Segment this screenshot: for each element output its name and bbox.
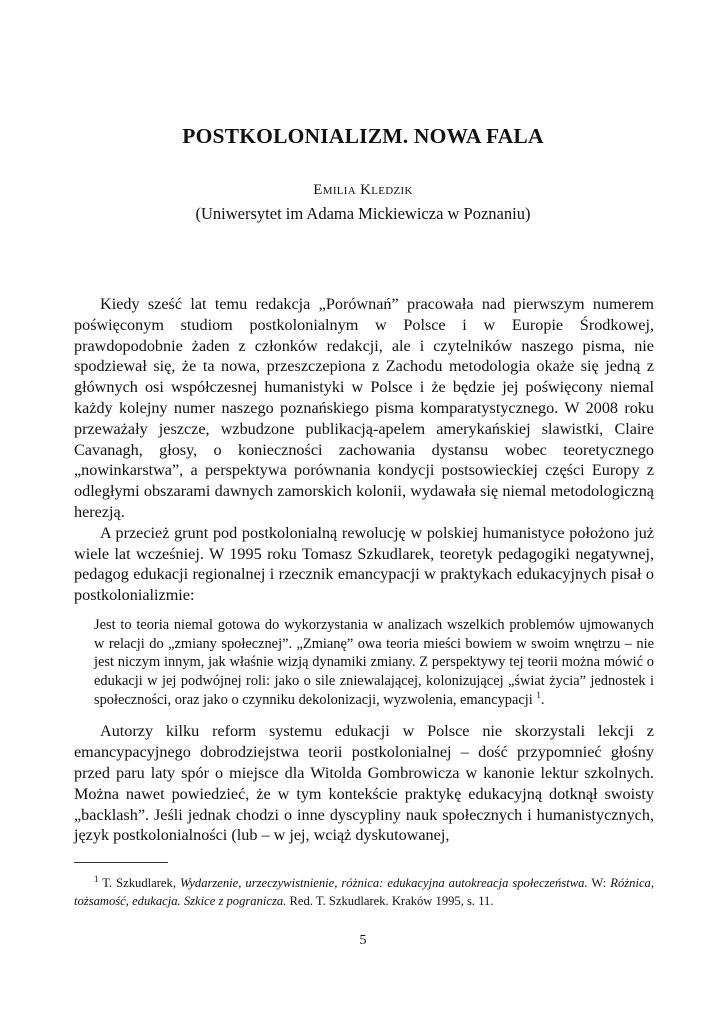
footnote-title-2: Różnica, tożsamość, edukacja. Szkice z pogranicza. xyxy=(74,876,654,908)
quote-end: . xyxy=(540,691,545,708)
footnote-divider xyxy=(74,862,168,863)
author-name: Emilia Kledzik xyxy=(313,182,413,198)
paragraph-2: A przecież grunt pod postkolonialną rewolucję w polskiej humanistyce położono już wiele lat wcześniej. W 1995 roku Tomasz Szkudlarek, teoretyk pedagogiki negatywnej, pedagog edukacji regionalnej i rzecznik emancypacji w praktykach edukacyjnych pisał o postkolonializmie: xyxy=(74,523,654,605)
footnote-in-label: W: xyxy=(591,876,607,890)
block-quote xyxy=(94,616,654,710)
paragraph-1: Kiedy sześć lat temu redakcja „Porównań” pracowała nad pierwszym numerem poświęconym studiom postkolonialnym w Polsce i w Europie Środkowej, prawdopodobnie żaden z członków redakcji, ale i czytelników naszego pisma, nie spodziewał się, że ta nowa, przeszczepiona z Zachodu metodologia okaże się jedną z głównych osi współczesnej humanistyki w Polsce i że będzie jej poświęcony niemal każdy kolejny numer naszego poznańskiego pisma komparatystycznego. W 2008 roku przeważały jeszcze, wzbudzone publikacją-apelem amerykańskiej slawistki, Claire Cavanagh, głosy, o konieczności zachowania dystansu wobec teoretycznego „nowinkarstwa”, a perspektywa porównania kondycji postsowieckiej części Europy z odległymi obszarami dawnych zamorskich kolonii, wydawała się niemal metodologiczną herezją. xyxy=(74,295,654,521)
footnote-author: T. Szkudlarek, xyxy=(102,876,176,890)
footnote-number: 1 xyxy=(94,873,99,884)
author-affiliation: (Uniwersytet im Adama Mickiewicza w Poznaniu) xyxy=(195,204,531,223)
article-body xyxy=(74,294,654,846)
footnote-title-1: Wydarzenie, urzeczywistnienie, różnica: edukacyjna autokreacja społeczeństwa. xyxy=(179,876,588,890)
footnote-rest: Red. T. Szkudlarek. Kraków 1995, s. 11. xyxy=(289,893,494,908)
article-title: POSTKOLONIALIZM. NOWA FALA xyxy=(182,124,544,148)
footnote xyxy=(74,875,654,910)
quote-text: Jest to teoria niemal gotowa do wykorzystania w analizach wszelkich problemów ujmowanych w relacji do „zmiany społecznej”. „Zmianę” owa teoria mieści bowiem w swoim wnętrzu – nie jest niczym innym, jak właśnie wizją dynamiki zmiany. Z perspektywy tej teorii można mówić o edukacji w jej podwójnej roli: jako o sile zniewalającej, kolonizującej „świat życia” jednostek i społeczności, oraz jako o czynniku dekolonizacji, wyzwolenia, emancypacji xyxy=(94,616,654,708)
paragraph-3: Autorzy kilku reform systemu edukacji w Polsce nie skorzystali lekcji z emancypacyjnego dobrodziejstwa teorii postkolonialnej – dość przypomnieć głośny przed paru laty spór o miejsce dla Witolda Gombrowicza w kanonie lektur szkolnych. Można nawet powiedzieć, że w tym kontekście praktykę edukacyjną dotknął swoisty „backlash”. Jeśli jednak chodzi o inne dyscypliny nauk społecznych i humanistycznych, język postkolonialności (lub – w jej, wciąż dyskutowanej, xyxy=(74,722,654,845)
page-number: 5 xyxy=(359,933,367,948)
footnote-ref[interactable]: 1 xyxy=(536,689,541,700)
